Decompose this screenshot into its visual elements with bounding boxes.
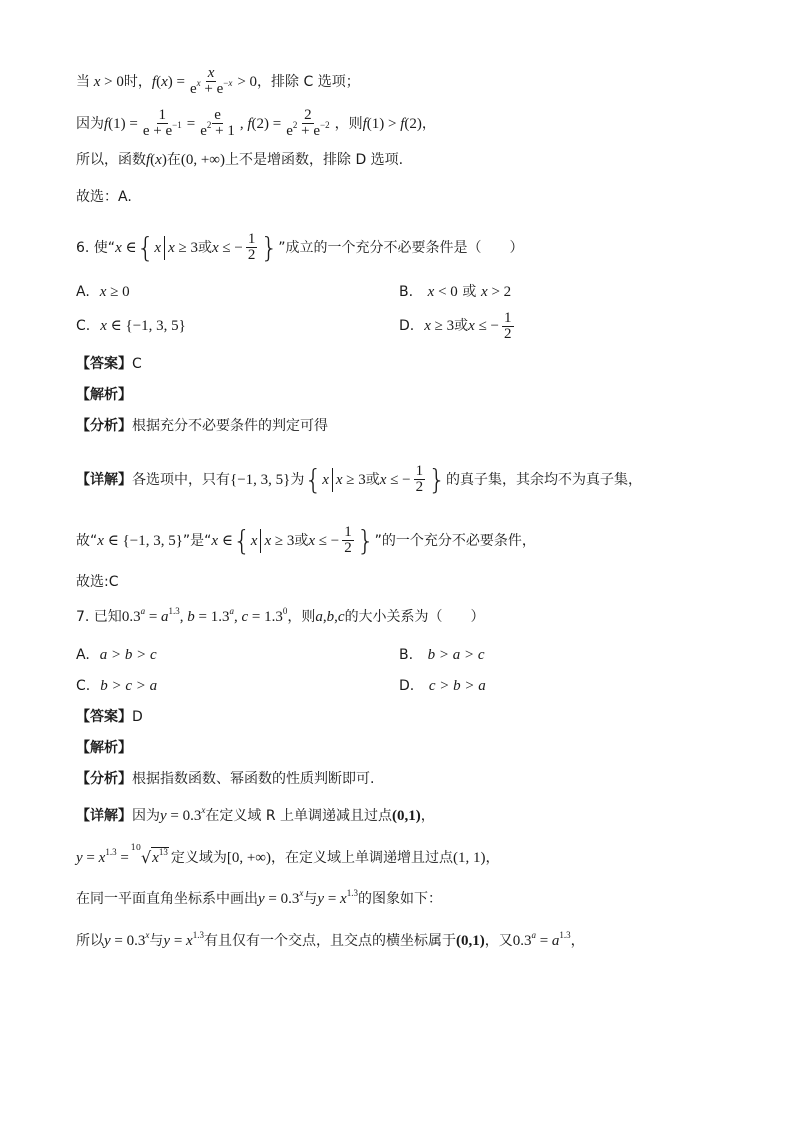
analysis-line: [76, 385, 734, 405]
options-row: A. x ≥ 0 B. x < 0 或 x > 2: [76, 284, 512, 300]
detail-line: 所以 $y = 0.3^x$ 与 $y = x^{1.3}$ 有且仅有一个交点，且交点的横坐标属于 (0,1) ，又 $0.3^a = a^{1.3}$ ，: [76, 930, 585, 949]
fraction: $\frac{x}{e^x + e^{-x}}$: [189, 65, 233, 97]
text-line: [76, 572, 734, 592]
text: 所以: [76, 933, 104, 949]
text: 根据充分不必要条件的判定可得: [132, 418, 328, 434]
text: 故选:C: [76, 574, 119, 590]
option-a: a > b > c: [99, 647, 157, 663]
text: 时，: [123, 73, 152, 90]
text: 或: [454, 318, 469, 334]
right-brace: }: [356, 523, 375, 557]
text: ，又: [484, 933, 513, 949]
option-b: x < 0: [427, 284, 458, 300]
math: a: [315, 609, 323, 625]
fraction: $\frac{2}{e^2 + e^{-2}}$: [286, 107, 330, 139]
math: x ∈: [115, 239, 137, 256]
text: 或: [294, 532, 309, 549]
option-a-label: A.: [76, 647, 90, 663]
text: ，: [570, 933, 585, 949]
answer-line: [76, 707, 734, 727]
analysis-tag: 【解析】: [76, 387, 132, 403]
left-brace: {: [304, 462, 323, 496]
fraction: $\frac{1}{2}$: [415, 463, 424, 495]
text: 故“: [76, 532, 98, 549]
text: 在: [166, 152, 181, 168]
detail-tag: 【详解】: [76, 471, 132, 488]
text: 或: [198, 239, 212, 256]
text: ”的一个充分不必要条件，: [374, 532, 536, 549]
option-c: x ∈ {−1, 3, 5}: [100, 318, 186, 334]
math: x > 0: [93, 73, 124, 90]
text: 或: [462, 284, 477, 300]
text: ，: [485, 849, 500, 866]
question-6: 6. 使“ x ∈ { x x ≥ 3 或 x ≤ − $\frac{1}{2}$ } ”成立的一个充分不必要条件是（ ）: [76, 230, 524, 264]
left-brace: {: [232, 523, 251, 557]
right-brace: }: [260, 230, 279, 264]
text: ，则: [334, 115, 363, 132]
text: 与: [303, 891, 318, 907]
math: $0.3^a = a^{1.3}$, b = 1.3$^a$, $c = 1.3^0$: [121, 606, 288, 625]
fraction: $\frac{e}{e^2 + 1}$: [200, 107, 235, 139]
option-a-label: A.: [76, 284, 90, 300]
text: 定义域为: [170, 849, 227, 866]
text: ，则: [287, 609, 316, 625]
math: (0, +∞): [180, 152, 225, 168]
answer-tag: 【答案】: [76, 709, 132, 725]
text: ”是“: [182, 532, 212, 549]
text: 所以，函数: [76, 152, 146, 168]
analysis-tag: 【解析】: [76, 740, 132, 756]
detail-line: $y = x^{1.3}$ = 10 √ $x^{13}$ 定义域为 [0, +∞) ，在定义域上单调递增且过点 (1, 1) ，: [76, 843, 500, 867]
analysis-line: [76, 738, 734, 758]
text: 故选：A.: [76, 189, 132, 205]
text: 的真子集，其余均不为真子集，: [445, 471, 642, 488]
detail-line: 在同一平面直角坐标系中画出 $y = 0.3^x$ 与 $y = x^{1.3}$ 的图象如下：: [76, 888, 442, 907]
detail-line: 故“ x ∈ {−1, 3, 5} ”是“ x ∈ { x x ≥ 3 或 x ≤ − $\frac{1}{2}$ } ”的一个充分不必要条件，: [76, 523, 536, 557]
math: f(1) =: [104, 115, 138, 132]
text: ，在定义域上单调递增且过点: [271, 849, 453, 866]
text-line: [76, 150, 734, 170]
fraction: $\frac{1}{2}$: [247, 231, 256, 263]
text: 在同一平面直角坐标系中画出: [76, 891, 258, 907]
math: f(x) =: [151, 73, 185, 90]
right-brace: }: [428, 462, 446, 496]
answer-value: D: [132, 709, 143, 725]
option-b-label: B.: [399, 284, 414, 300]
text: 因为: [132, 808, 160, 824]
math: f(1) > f(2): [362, 115, 422, 132]
text: ，: [420, 808, 435, 824]
answer-value: C: [132, 356, 142, 372]
text: 的大小关系为（ ）: [344, 609, 485, 625]
text: 当: [76, 73, 90, 90]
fraction: $\frac{1}{e + e^{-1}}$: [142, 107, 182, 139]
math: f(x): [146, 152, 167, 168]
text: 根据指数函数、幂函数的性质判断即可.: [132, 771, 375, 787]
text: 或: [365, 471, 380, 488]
answer-tag: 【答案】: [76, 356, 132, 372]
option-b-label: B.: [399, 647, 414, 663]
option-d: c > b > a: [428, 678, 486, 694]
options-row: [76, 676, 734, 696]
text: ，: [421, 115, 436, 132]
text: 各选项中，只有: [132, 471, 230, 488]
text-line: [76, 187, 734, 207]
options-row: [76, 645, 734, 665]
text: 有且仅有一个交点，且交点的横坐标属于: [203, 933, 456, 949]
math: f(2) =: [247, 115, 282, 132]
detail-line: 【详解】 因为 $y = 0.3^x$ 在定义域 R 上单调递减且过点 (0,1) ，: [76, 805, 435, 824]
option-b: b > a > c: [427, 647, 485, 663]
text: 上不是增函数，排除 D 选项.: [225, 152, 404, 168]
text: 的图象如下：: [357, 891, 442, 907]
fraction: $\frac{1}{2}$: [344, 524, 352, 556]
text: 6. 使“: [76, 239, 116, 256]
option-d-label: D.: [399, 318, 415, 334]
radical: 10 √ $x^{13}$: [130, 843, 168, 867]
option-c: b > c > a: [100, 678, 158, 694]
question-7: 7. 已知 $0.3^a = a^{1.3}$, b = 1.3$^a$, $c = 1.3^0$ ，则 a , b , c 的大小关系为（ ）: [76, 606, 485, 625]
set-bar: [260, 529, 261, 553]
option-c-label: C.: [76, 318, 91, 334]
left-brace: {: [136, 230, 155, 264]
text: ，排除 C 选项；: [257, 73, 360, 90]
text: 因为: [76, 115, 104, 132]
fenxi-line: [76, 769, 734, 789]
answer-line: [76, 354, 734, 374]
fenxi-line: [76, 416, 734, 436]
fenxi-tag: 【分析】: [76, 418, 132, 434]
set-bar: [332, 468, 333, 492]
options-row: C. x ∈ {−1, 3, 5} D. x ≥ 3 或 x ≤ − $\frac{1}{2}$: [76, 309, 512, 342]
set-bar: [164, 236, 165, 260]
fenxi-tag: 【分析】: [76, 771, 132, 787]
text: ”成立的一个充分不必要条件是（ ）: [278, 239, 524, 256]
fraction: $\frac{1}{2}$: [504, 309, 512, 342]
option-c-label: C.: [76, 678, 91, 694]
option-d-label: D.: [399, 678, 415, 694]
math: > 0: [237, 73, 258, 90]
text: 与: [149, 933, 164, 949]
detail-line: 【详解】 各选项中，只有 {−1, 3, 5} 为 { x x ≥ 3 或 x ≤ − $\frac{1}{2}$ } 的真子集，其余均不为真子集，: [76, 462, 642, 496]
option-d: x ≥ 3: [424, 318, 455, 334]
text: 7. 已知: [76, 609, 122, 625]
text: 在定义域 R 上单调递减且过点: [205, 808, 393, 824]
text-line: 因为 f(1) = $\frac{1}{e + e^{-1}}$ = $\frac{e}{e^2 + 1}$ , f(2) = $\frac{2}{e^2 + e^{-2}}$ ，则 f(1) > f(2) ，: [76, 107, 436, 139]
text-line: [76, 66, 734, 97]
text: 为: [290, 471, 305, 488]
detail-tag: 【详解】: [76, 808, 132, 824]
option-a: x ≥ 0: [99, 284, 130, 300]
